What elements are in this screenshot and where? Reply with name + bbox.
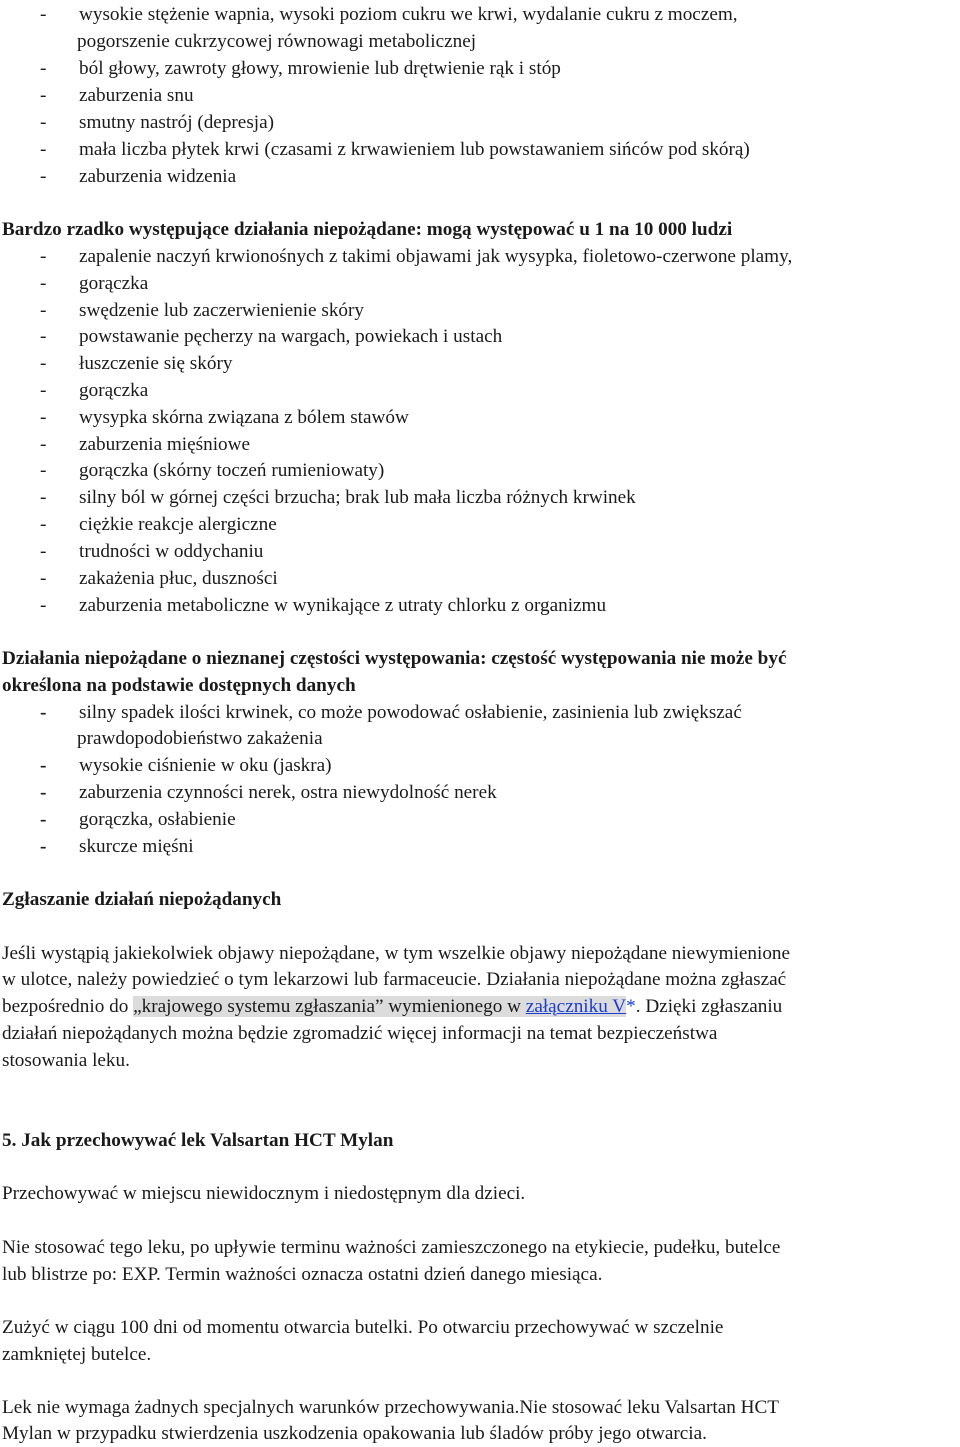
list-item-text: zaburzenia mięśniowe: [79, 434, 251, 455]
list-bullet: -: [40, 434, 47, 455]
list-bullet: -: [40, 380, 47, 401]
list-bullet: -: [40, 487, 47, 508]
list-item-text: ciężkie reakcje alergiczne: [79, 514, 277, 535]
list-bullet: -: [40, 541, 47, 562]
list-item-text: silny spadek ilości krwinek, co może powodować osłabienie, zasinienia lub zwiększać: [79, 702, 742, 723]
list-item-text: skurcze mięśni: [79, 836, 194, 857]
storage-paragraph: Przechowywać w miejscu niewidocznym i niedostępnym dla dzieci.: [2, 1183, 526, 1204]
list-item-text: łuszczenie się skóry: [79, 353, 233, 374]
heading-very-rare: Bardzo rzadko występujące działania niepożądane: mogą występować u 1 na 10 000 ludzi: [2, 219, 733, 240]
list-item-text: gorączka: [79, 273, 149, 294]
list-bullet: -: [40, 595, 47, 616]
heading-unknown-frequency: Działania niepożądane o nieznanej częstości występowania: częstość występowania nie może być: [2, 648, 787, 669]
list-item-text: smutny nastrój (depresja): [79, 112, 275, 133]
list-bullet: -: [40, 460, 47, 481]
heading-unknown-frequency-cont: określona na podstawie dostępnych danych: [2, 675, 356, 696]
list-bullet: -: [40, 326, 47, 347]
report-paragraph-line: Jeśli wystąpią jakiekolwiek objawy niepożądane, w tym wszelkie objawy niepożądane niewymienione: [2, 943, 791, 964]
list-item-continuation: prawdopodobieństwo zakażenia: [77, 728, 323, 749]
list-item-text: powstawanie pęcherzy na wargach, powiekach i ustach: [79, 326, 503, 347]
list-item-text: silny ból w górnej części brzucha; brak lub mała liczba różnych krwinek: [79, 487, 636, 508]
list-bullet: -: [40, 809, 47, 830]
list-bullet: -: [40, 568, 47, 589]
storage-paragraph: Nie stosować tego leku, po upływie terminu ważności zamieszczonego na etykiecie, pudełku, butelce: [2, 1237, 781, 1258]
storage-paragraph: Zużyć w ciągu 100 dni od momentu otwarcia butelki. Po otwarciu przechowywać w szczelnie: [2, 1317, 724, 1338]
list-item-text: wysokie stężenie wapnia, wysoki poziom cukru we krwi, wydalanie cukru z moczem,: [79, 4, 738, 25]
highlighted-text: „krajowego systemu zgłaszania” wymienionego w: [133, 996, 526, 1017]
list-item-text: zaburzenia czynności nerek, ostra niewydolność nerek: [79, 782, 497, 803]
heading-reporting: Zgłaszanie działań niepożądanych: [2, 889, 282, 910]
list-bullet: -: [40, 514, 47, 535]
list-item-text: zaburzenia metaboliczne w wynikające z utraty chlorku z organizmu: [79, 595, 607, 616]
list-bullet: -: [40, 246, 47, 267]
list-item-text: gorączka, osłabienie: [79, 809, 236, 830]
report-paragraph-line: [2, 993, 782, 1020]
storage-paragraph-cont: lub blistrze po: EXP. Termin ważności oznacza ostatni dzień danego miesiąca.: [2, 1264, 603, 1285]
list-bullet: -: [40, 782, 47, 803]
list-item-continuation: pogorszenie cukrzycowej równowagi metabolicznej: [77, 31, 477, 52]
list-bullet: -: [40, 166, 47, 187]
list-bullet: -: [40, 702, 47, 723]
list-item-text: ból głowy, zawroty głowy, mrowienie lub drętwienie rąk i stóp: [79, 58, 561, 79]
list-bullet: -: [40, 353, 47, 374]
list-bullet: -: [40, 300, 47, 321]
list-bullet: -: [40, 407, 47, 428]
annex-v-link[interactable]: załączniku V: [525, 996, 627, 1017]
list-item-text: gorączka (skórny toczeń rumieniowaty): [79, 460, 385, 481]
storage-paragraph: Lek nie wymaga żadnych specjalnych warunków przechowywania.Nie stosować leku Valsartan HCT: [2, 1397, 780, 1418]
list-bullet: -: [40, 58, 47, 79]
list-item-text: swędzenie lub zaczerwienienie skóry: [79, 300, 365, 321]
list-item-text: zaburzenia snu: [79, 85, 194, 106]
report-paragraph-line: stosowania leku.: [2, 1050, 130, 1071]
report-paragraph-line: działań niepożądanych można będzie zgromadzić więcej informacji na temat bezpieczeństwa: [2, 1023, 718, 1044]
list-bullet: -: [40, 273, 47, 294]
list-item-text: gorączka: [79, 380, 149, 401]
list-bullet: -: [40, 4, 47, 25]
list-bullet: -: [40, 85, 47, 106]
list-item-text: zakażenia płuc, duszności: [79, 568, 278, 589]
list-bullet: -: [40, 112, 47, 133]
report-text: bezpośrednio do: [2, 996, 134, 1017]
list-item-text: zapalenie naczyń krwionośnych z takimi objawami jak wysypka, fioletowo-czerwone plamy,: [79, 246, 793, 267]
report-text: . Dzięki zgłaszaniu: [635, 996, 783, 1017]
asterisk-marker: *: [626, 996, 636, 1017]
list-item-text: wysokie ciśnienie w oku (jaskra): [79, 755, 332, 776]
list-item-text: trudności w oddychaniu: [79, 541, 264, 562]
list-item-text: wysypka skórna związana z bólem stawów: [79, 407, 409, 428]
list-item-text: mała liczba płytek krwi (czasami z krwawieniem lub powstawaniem sińców pod skórą): [79, 139, 750, 160]
list-bullet: -: [40, 139, 47, 160]
report-paragraph-line: w ulotce, należy powiedzieć o tym lekarzowi lub farmaceucie. Działania niepożądane można zgłaszać: [2, 969, 787, 990]
storage-paragraph-cont: zamkniętej butelce.: [2, 1344, 152, 1365]
list-bullet: -: [40, 755, 47, 776]
section-5-title: 5. Jak przechowywać lek Valsartan HCT Mylan: [2, 1130, 394, 1151]
storage-paragraph-cont: Mylan w przypadku stwierdzenia uszkodzenia opakowania lub śladów próby jego otwarcia.: [2, 1423, 707, 1444]
list-bullet: -: [40, 836, 47, 857]
list-item-text: zaburzenia widzenia: [79, 166, 237, 187]
